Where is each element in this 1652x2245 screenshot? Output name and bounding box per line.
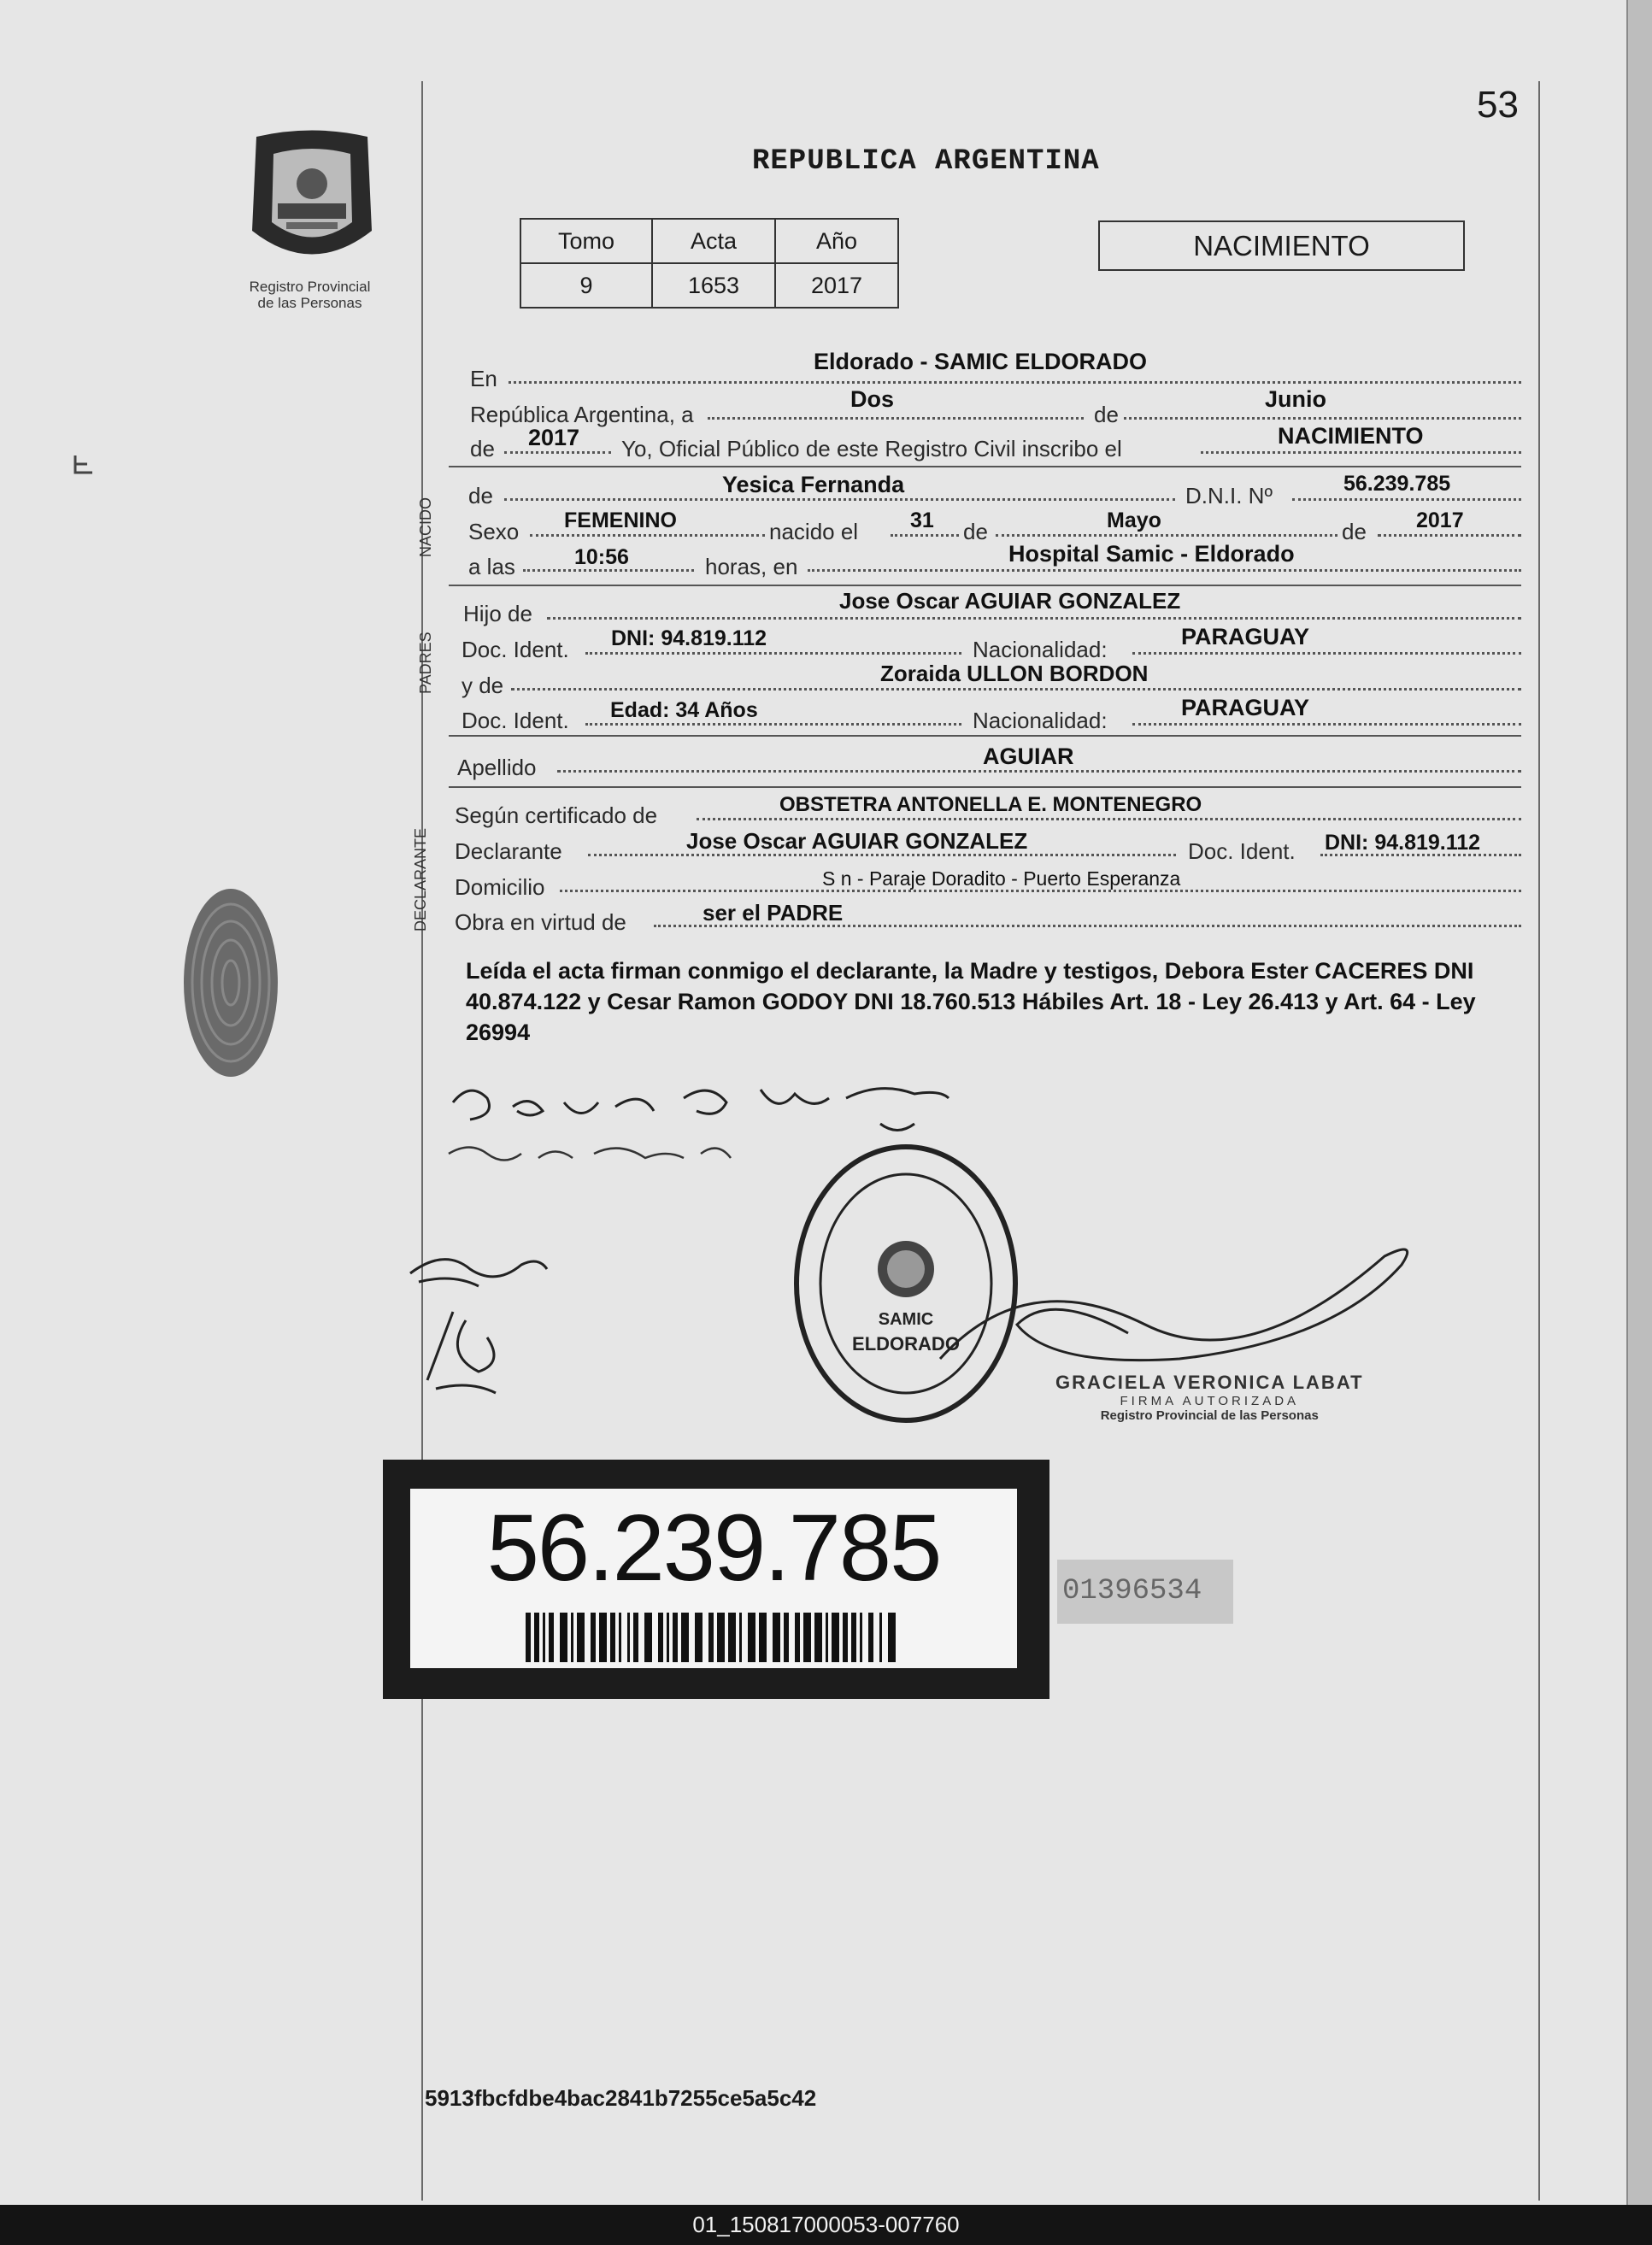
- dotted-line: [996, 534, 1337, 537]
- dotted-line: [1201, 451, 1521, 454]
- month-value: Junio: [1265, 386, 1326, 412]
- inscribo-label: Yo, Oficial Público de este Registro Civil inscribo el: [621, 436, 1122, 461]
- domicilio-value: S n - Paraje Doradito - Puerto Esperanza: [822, 867, 1181, 890]
- section-divider: [449, 585, 1521, 586]
- birth-month-value: Mayo: [1107, 508, 1161, 532]
- official-name: GRACIELA VERONICA LABAT: [1055, 1372, 1364, 1393]
- nacido-de-label: de: [468, 483, 493, 508]
- year-value: 2017: [528, 425, 580, 450]
- dotted-line: [808, 569, 1521, 572]
- mother-nationality: PARAGUAY: [1181, 695, 1310, 720]
- dotted-line: [585, 723, 961, 726]
- sexo-value: FEMENINO: [564, 508, 677, 532]
- barcode-number: 56.239.785: [486, 1496, 941, 1601]
- father-nationality: PARAGUAY: [1181, 624, 1310, 649]
- dotted-line: [1124, 417, 1521, 420]
- footer-id: 01_150817000053-007760: [0, 2205, 1652, 2245]
- barcode-bars: [526, 1613, 902, 1662]
- section-label-nacido: NACIDO: [417, 497, 434, 557]
- left-margin-line: [421, 81, 423, 2201]
- section-divider: [449, 786, 1521, 788]
- nacido-el-label: nacido el: [769, 519, 859, 544]
- certificado-label: Según certificado de: [455, 802, 658, 828]
- dotted-line: [891, 534, 959, 537]
- dotted-line: [1132, 723, 1521, 726]
- obra-label: Obra en virtud de: [455, 909, 626, 935]
- page-edge: [1626, 0, 1652, 2205]
- dotted-line: [530, 534, 765, 537]
- certificado-value: OBSTETRA ANTONELLA E. MONTENEGRO: [779, 793, 1202, 816]
- horas-label: horas, en: [705, 554, 798, 579]
- de-label-4: de: [1342, 519, 1367, 544]
- dotted-line: [1132, 652, 1521, 655]
- logo-caption-line1: Registro Provincial: [249, 279, 371, 295]
- birth-day-value: 31: [910, 508, 934, 532]
- barcode-label: [383, 1460, 1049, 1699]
- doc-ident-label-2: Doc. Ident.: [462, 708, 569, 733]
- dotted-line: [585, 652, 961, 655]
- section-divider: [449, 466, 1521, 467]
- table-header-acta: Acta: [652, 219, 775, 263]
- de-label-2: de: [470, 436, 495, 461]
- dotted-line: [504, 451, 611, 454]
- de-label-3: de: [963, 519, 988, 544]
- dotted-line: [547, 617, 1521, 620]
- fingerprint: [179, 884, 282, 1081]
- declarante-value: Jose Oscar AGUIAR GONZALEZ: [686, 828, 1028, 854]
- closing-paragraph: Leída el acta firman conmigo el declarante, la Madre y testigos, Debora Ester CACERES DNI 40.874.122 y Cesar Ramon GODOY DNI 18.760.513 Hábiles Art. 18 - Ley 26.413 y Art. 64 - Ley 26994: [466, 958, 1476, 1045]
- registry-table: [520, 218, 899, 309]
- republica-label: República Argentina, a: [470, 402, 694, 427]
- stamp-center-line2: ELDORADO: [852, 1333, 960, 1355]
- declarante-label: Declarante: [455, 838, 562, 864]
- logo-caption: [218, 279, 402, 311]
- barcode-inner: [410, 1489, 1017, 1668]
- stamp-center-line1: SAMIC: [878, 1310, 934, 1329]
- hijo-label: Hijo de: [463, 601, 532, 626]
- table-value-acta: 1653: [652, 263, 775, 308]
- nacido-name: Yesica Fernanda: [722, 472, 905, 497]
- official-block: [1055, 1372, 1364, 1423]
- domicilio-label: Domicilio: [455, 874, 545, 900]
- doc-ident-label: Doc. Ident.: [462, 637, 569, 662]
- nacionalidad-label: Nacionalidad:: [973, 637, 1108, 662]
- nacionalidad-label-2: Nacionalidad:: [973, 708, 1108, 733]
- de-label: de: [1094, 402, 1119, 427]
- dotted-line: [1378, 534, 1521, 537]
- declarante-doc: DNI: 94.819.112: [1325, 831, 1481, 855]
- right-margin-line: [1538, 81, 1540, 2201]
- birth-time-value: 10:56: [574, 545, 629, 569]
- table-header-tomo: Tomo: [520, 219, 652, 263]
- table-header-ano: Año: [775, 219, 898, 263]
- dni-value: 56.239.785: [1343, 472, 1451, 496]
- table-value-ano: 2017: [775, 263, 898, 308]
- mother-name: Zoraida ULLON BORDON: [880, 661, 1149, 686]
- margin-mark: [68, 451, 103, 477]
- official-title: FIRMA AUTORIZADA: [1120, 1394, 1300, 1408]
- control-number: 01396534: [1057, 1560, 1233, 1624]
- official-registry: Registro Provincial de las Personas: [1100, 1408, 1319, 1423]
- dotted-line: [504, 498, 1175, 501]
- sexo-label: Sexo: [468, 519, 520, 544]
- page-number: 53: [1477, 84, 1519, 126]
- dotted-line: [1292, 498, 1521, 501]
- apellido-label: Apellido: [457, 755, 537, 780]
- witness-signatures: [402, 1243, 573, 1414]
- act-type-box: NACIMIENTO: [1098, 220, 1465, 271]
- logo-caption-line2: de las Personas: [257, 295, 362, 311]
- apellido-value: AGUIAR: [983, 743, 1074, 769]
- inscribo-value: NACIMIENTO: [1278, 423, 1424, 449]
- birth-place-value: Hospital Samic - Eldorado: [1008, 541, 1295, 567]
- father-doc: DNI: 94.819.112: [611, 626, 767, 650]
- father-name: Jose Oscar AGUIAR GONZALEZ: [839, 588, 1181, 614]
- doc-ident-label-3: Doc. Ident.: [1188, 838, 1296, 864]
- en-label: En: [470, 366, 497, 391]
- dotted-line: [697, 818, 1521, 820]
- dotted-line: [509, 381, 1521, 384]
- section-label-padres: PADRES: [417, 632, 434, 694]
- en-value: Eldorado - SAMIC ELDORADO: [814, 349, 1147, 374]
- y-de-label: y de: [462, 673, 504, 698]
- day-value: Dos: [850, 386, 895, 412]
- registry-logo: [239, 128, 385, 273]
- obra-value: ser el PADRE: [703, 900, 844, 926]
- dotted-line: [708, 417, 1084, 420]
- dotted-line: [557, 770, 1521, 773]
- a-las-label: a las: [468, 554, 515, 579]
- document-hash: 5913fbcfdbe4bac2841b7255ce5a5c42: [425, 2085, 817, 2111]
- section-divider: [449, 735, 1521, 737]
- birth-year-value: 2017: [1416, 508, 1464, 532]
- section-label-declarante: DECLARANTE: [412, 827, 429, 931]
- dotted-line: [511, 688, 1521, 691]
- table-value-tomo: 9: [520, 263, 652, 308]
- dni-label: D.N.I. Nº: [1185, 483, 1273, 508]
- mother-doc: Edad: 34 Años: [610, 698, 758, 722]
- document-title: REPUBLICA ARGENTINA: [752, 145, 1100, 178]
